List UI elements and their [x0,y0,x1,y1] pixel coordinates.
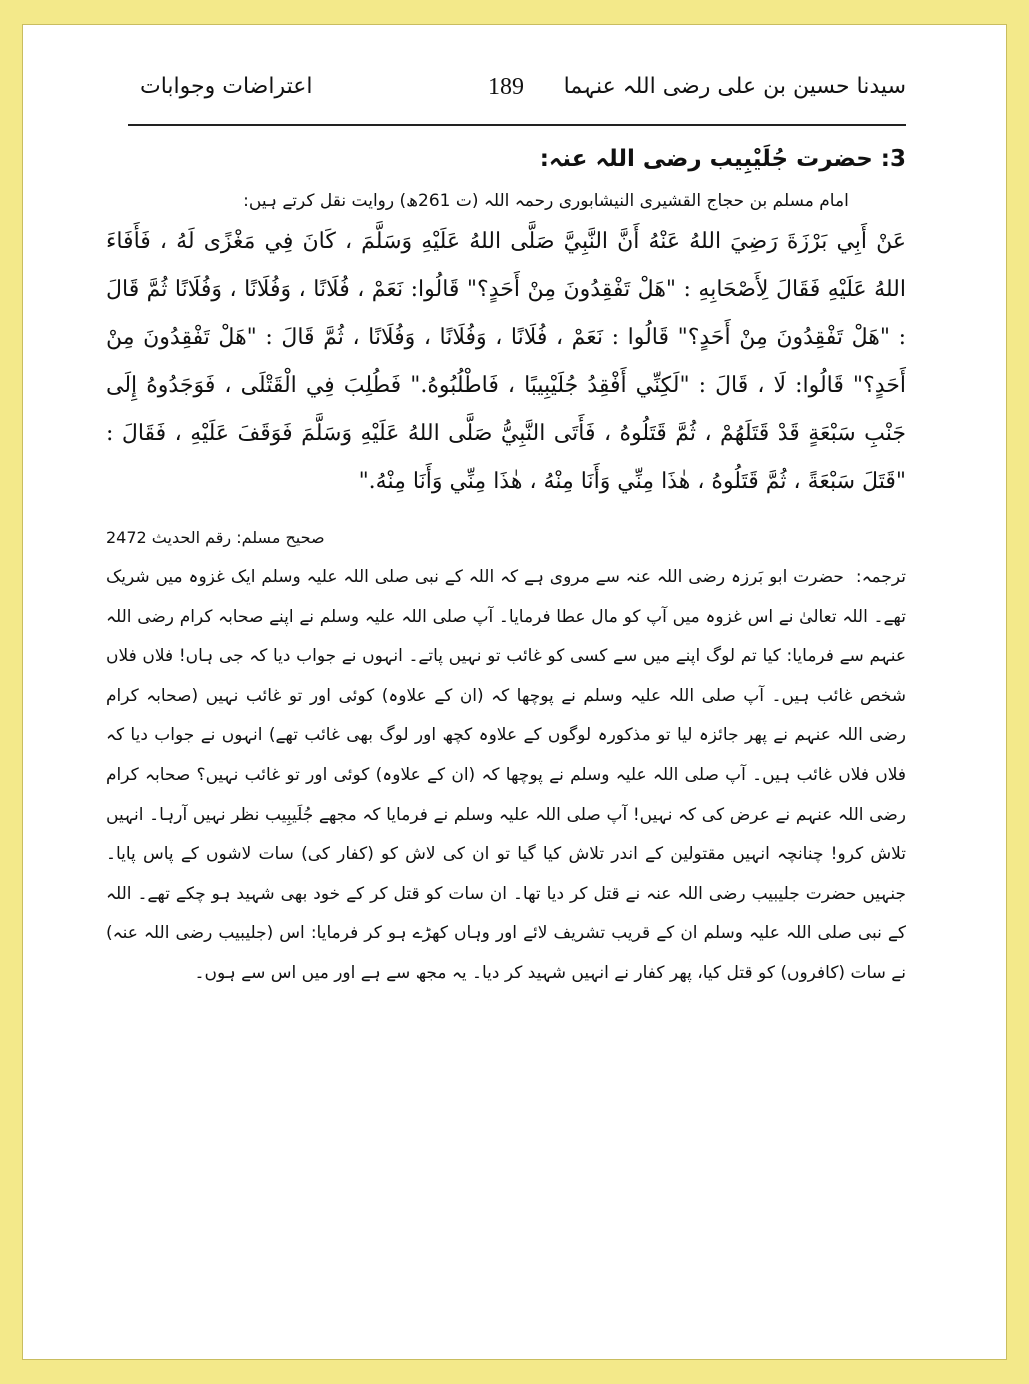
reference-text: صحیح مسلم: رقم الحدیث 2472 [106,528,325,547]
section-title: 3: حضرت جُلَیْبِیب رضی اللہ عنہ: [539,146,906,172]
hadith-reference [106,524,906,552]
urdu-translation [106,558,906,994]
header-divider [128,124,906,126]
page-content [106,142,906,994]
translation-label: ترجمہ: [855,567,906,587]
narration-intro: امام مسلم بن حجاج القشیری النیشابوری رحمہ اللہ (ت 261ھ) روایت نقل کرتے ہیں: [243,191,849,211]
page-number: 189 [488,74,524,100]
chapter-title: اعتراضات وجوابات [140,74,313,99]
arabic-hadith-text: عَنْ أَبِي بَرْزَةَ رَضِيَ اللهُ عَنْهُ أَنَّ النَّبِيَّ صَلَّى اللهُ عَلَيْهِ وَسَلَّمَ ، كَانَ فِي مَغْزًى لَهُ ، فَأَفَاءَ اللهُ عَلَيْهِ فَقَالَ لِأَصْحَابِهِ : "هَلْ تَفْقِدُونَ مِنْ أَحَدٍ؟" قَالُوا: نَعَمْ ، فُلَانًا ، وَفُلَانًا ، وَفُلَانًا ثُمَّ قَالَ : "هَلْ تَفْقِدُونَ مِنْ أَحَدٍ؟" قَالُوا : نَعَمْ ، فُلَانًا ، وَفُلَانًا ، وَفُلَانًا ، ثُمَّ قَالَ : "هَلْ تَفْقِدُونَ مِنْ أَحَدٍ؟" قَالُوا: لَا ، قَالَ : "لَكِنِّي أَفْقِدُ جُلَيْبِيبًا ، فَاطْلُبُوهُ." فَطُلِبَ فِي الْقَتْلَى ، فَوَجَدُوهُ إِلَى جَنْبِ سَبْعَةٍ قَدْ قَتَلَهُمْ ، ثُمَّ قَتَلُوهُ ، فَأَتَى النَّبِيُّ صَلَّى اللهُ عَلَيْهِ وَسَلَّمَ فَوَقَفَ عَلَيْهِ ، فَقَالَ : "قَتَلَ سَبْعَةً ، ثُمَّ قَتَلُوهُ ، هٰذَا مِنِّي وَأَنَا مِنْهُ ، هٰذَا مِنِّي وَأَنَا مِنْهُ." [106,229,906,494]
translation-text: حضرت ابو بَرزہ رضی اللہ عنہ سے مروی ہے کہ اللہ کے نبی صلی اللہ علیہ وسلم ایک غزوہ میں شریک تھے۔ اللہ تعالیٰ نے اس غزوہ میں آپ کو مال عطا فرمایا۔ آپ صلی اللہ علیہ وسلم نے اپنے صحابہ کرام رضی اللہ عنہم سے فرمایا: کیا تم لوگ اپنے میں سے کسی کو غائب تو نہیں پاتے۔ انہوں نے جواب دیا کہ جی ہاں! فلاں فلاں شخص غائب ہیں۔ آپ صلی اللہ علیہ وسلم نے پوچھا کہ (ان کے علاوہ) کوئی اور تو غائب نہیں (صحابہ کرام رضی اللہ عنہم نے پھر جائزہ لیا تو مذکورہ لوگوں کے علاوہ کچھ اور لوگ بھی غائب تھے) انہوں نے جواب دیا کہ فلاں فلاں غائب ہیں۔ آپ صلی اللہ علیہ وسلم نے پوچھا کہ (ان کے علاوہ) کوئی اور تو غائب نہیں؟ صحابہ کرام رضی اللہ عنہم نے عرض کی کہ نہیں! آپ صلی اللہ علیہ وسلم نے فرمایا کہ مجھے جُلَیبِیب نظر نہیں آرہا۔ انہیں تلاش کرو! چنانچہ انہیں مقتولین کے اندر تلاش کیا گیا تو ان کی لاش کو (کفار کی) سات لاشوں کے پاس پایا۔ جنہیں حضرت جلیبیب رضی اللہ عنہ نے قتل کر دیا تھا۔ ان سات کو قتل کر کے خود بھی شہید ہو چکے تھے۔ اللہ کے نبی صلی اللہ علیہ وسلم ان کے قریب تشریف لائے اور وہاں کھڑے ہو کر فرمایا: اس (جلیبیب رضی اللہ عنہ) نے سات (کافروں) کو قتل کیا، پھر کفار نے انہیں شہید کر دیا۔ یہ مجھ سے ہے اور میں اس سے ہوں۔ [106,567,906,983]
book-title: سیدنا حسین بن علی رضی اللہ عنہما [563,74,906,99]
page-header [106,60,906,122]
